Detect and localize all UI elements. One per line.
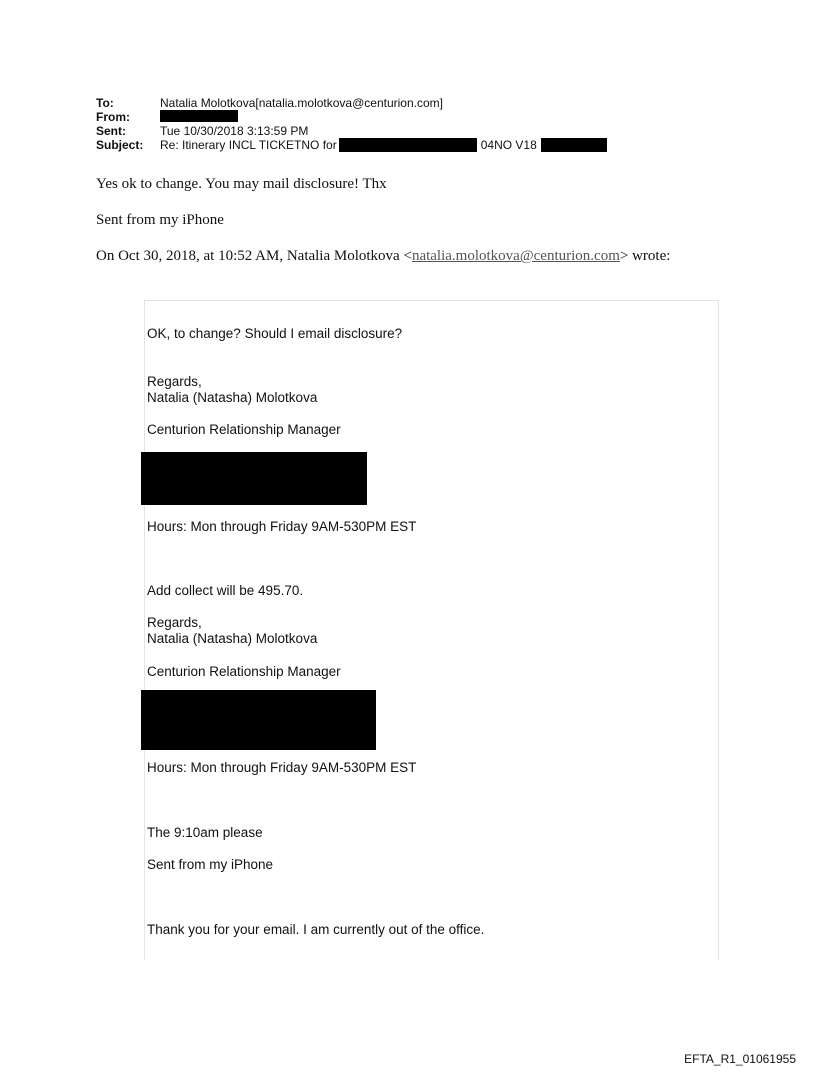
to-row <box>96 96 607 110</box>
out-of-office-line: Thank you for your email. I am currently out of the office. <box>147 922 485 937</box>
redaction-subject-1 <box>339 138 477 152</box>
signature-name-2: Natalia (Natasha) Molotkova <box>147 631 318 646</box>
from-row <box>96 110 607 124</box>
regards-2: Regards, <box>147 615 202 630</box>
signature-title-2: Centurion Relationship Manager <box>147 664 341 679</box>
signature-name-1: Natalia (Natasha) Molotkova <box>147 390 318 405</box>
body-line-2: Sent from my iPhone <box>96 212 224 228</box>
from-label: From: <box>96 110 130 124</box>
quote-intro-suffix: > wrote: <box>619 248 671 264</box>
to-label: To: <box>96 96 114 110</box>
reply-line: The 9:10am please <box>147 825 263 840</box>
hours-2: Hours: Mon through Friday 9AM-530PM EST <box>147 760 417 775</box>
signature-title-1: Centurion Relationship Manager <box>147 422 341 437</box>
to-value: Natalia Molotkova[natalia.molotkova@centurion.com] <box>160 96 443 110</box>
email-header <box>96 96 607 152</box>
sent-from-iphone: Sent from my iPhone <box>147 857 274 872</box>
quoted-message <box>144 300 719 960</box>
document-id: EFTA_R1_01061955 <box>684 1052 796 1066</box>
body-line-1: Yes ok to change. You may mail disclosure! Thx <box>96 176 387 192</box>
quote-question: OK, to change? Should I email disclosure? <box>147 326 403 341</box>
regards-1: Regards, <box>147 374 202 389</box>
sent-label: Sent: <box>96 124 126 138</box>
email-link[interactable]: natalia.molotkova@centurion.com <box>411 248 620 264</box>
sent-value: Tue 10/30/2018 3:13:59 PM <box>160 124 309 138</box>
quote-intro <box>96 248 670 265</box>
redaction-subject-2 <box>541 138 607 152</box>
redaction-signature-2 <box>141 690 376 750</box>
subject-label: Subject: <box>96 138 144 152</box>
add-collect-line: Add collect will be 495.70. <box>147 583 304 598</box>
subject-middle: 04NO V18 <box>480 138 537 152</box>
redaction-from <box>160 110 238 122</box>
redaction-signature-1 <box>141 452 367 505</box>
subject-prefix: Re: Itinerary INCL TICKETNO for <box>160 138 337 152</box>
subject-row <box>96 138 607 152</box>
sent-row <box>96 124 607 138</box>
quote-intro-prefix: On Oct 30, 2018, at 10:52 AM, Natalia Molotkova < <box>96 248 412 264</box>
hours-1: Hours: Mon through Friday 9AM-530PM EST <box>147 519 417 534</box>
